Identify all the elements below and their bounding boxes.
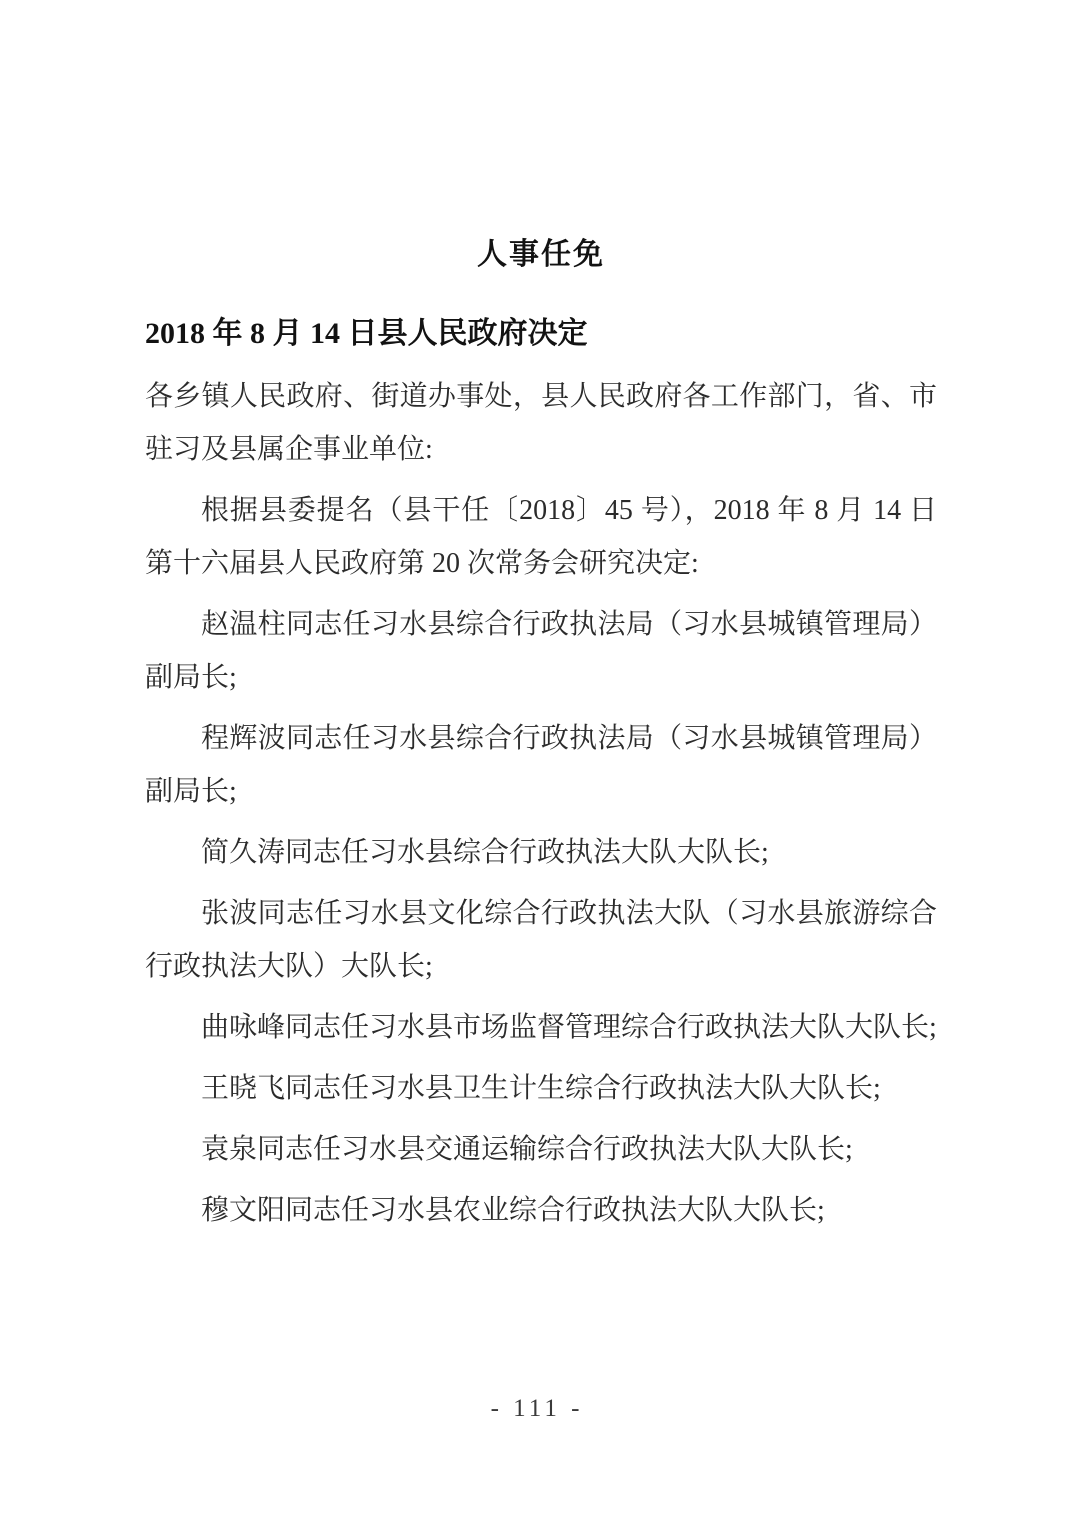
page-title: 人事任免 bbox=[477, 238, 605, 271]
paragraph: 程辉波同志任习水县综合行政执法局（习水县城镇管理局）副局长; bbox=[145, 723, 937, 807]
document-content bbox=[145, 240, 937, 1245]
paragraph: 王晓飞同志任习水县卫生计生综合行政执法大队大队长; bbox=[201, 1073, 881, 1104]
paragraph: 张波同志任习水县文化综合行政执法大队（习水县旅游综合行政执法大队）大队长; bbox=[145, 898, 937, 982]
section-heading: 2018 年 8 月 14 日县人民政府决定 bbox=[145, 317, 588, 350]
paragraph: 曲咏峰同志任习水县市场监督管理综合行政执法大队大队长; bbox=[201, 1012, 937, 1043]
paragraph: 赵温柱同志任习水县综合行政执法局（习水县城镇管理局）副局长; bbox=[145, 609, 937, 693]
paragraph: 各乡镇人民政府、街道办事处，县人民政府各工作部门，省、市驻习及县属企事业单位: bbox=[145, 381, 937, 465]
page-number: - 111 - bbox=[490, 1395, 584, 1422]
paragraph: 根据县委提名（县干任〔2018〕45 号），2018 年 8 月 14 日第十六届县人民政府第 20 次常务会研究决定: bbox=[145, 495, 937, 579]
paragraph: 袁泉同志任习水县交通运输综合行政执法大队大队长; bbox=[201, 1134, 853, 1165]
paragraph: 穆文阳同志任习水县农业综合行政执法大队大队长; bbox=[201, 1195, 825, 1226]
paragraph-list bbox=[145, 370, 937, 1237]
paragraph: 简久涛同志任习水县综合行政执法大队大队长; bbox=[201, 837, 769, 868]
